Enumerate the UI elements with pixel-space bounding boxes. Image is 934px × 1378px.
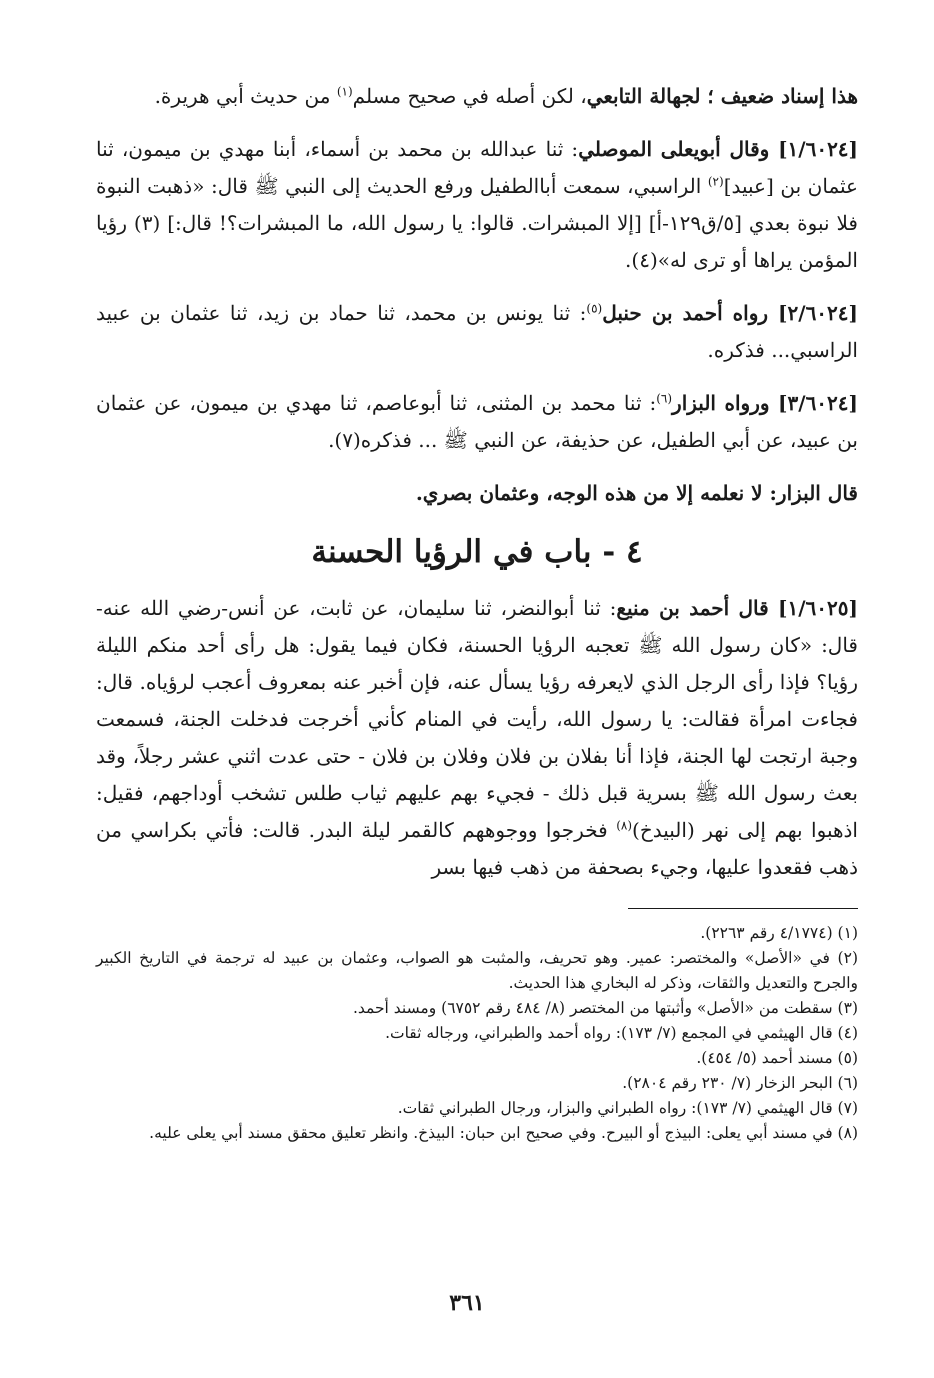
- paragraph-main-footnote-ref: (٨): [616, 818, 633, 833]
- paragraph-4-footnote-ref: (٦): [656, 391, 673, 406]
- paragraph-1-bold: هذا إسناد ضعيف ؛ لجهالة التابعي: [586, 84, 858, 108]
- paragraph-4-tail: : ثنا محمد بن المثنى، ثنا أبوعاصم، ثنا مهدي بن ميمون، عن عثمان بن عبيد، عن أبي الطفيل، عن حذيفة، عن النبي ﷺ ... فذكره(٧).: [96, 391, 858, 452]
- footnote-divider: [628, 908, 858, 909]
- footnote-4: (٤) قال الهيثمي في المجمع (٧/ ١٧٣): رواه أحمد والطبراني، ورجاله ثقات.: [385, 1024, 858, 1042]
- paragraph-5: [96, 475, 858, 512]
- footnotes: [96, 921, 858, 1146]
- paragraph-3-footnote-ref: (٥): [586, 301, 603, 316]
- paragraph-1-tail: من حديث أبي هريرة.: [154, 84, 337, 108]
- footnote-7: (٧) قال الهيثمي (٧/ ١٧٣): رواه الطبراني والبزار، ورجال الطبراني ثقات.: [397, 1099, 858, 1117]
- footnote-2: (٢) في «الأصل» والمختصر: عمير. وهو تحريف، والمثبت هو الصواب، وعثمان بن عبيد له ترجمة في التاريخ الكبير والجرح والتعديل والثقات، وذكر له البخاري هذا الحديث.: [96, 949, 858, 992]
- paragraph-3-tail: : ثنا يونس بن محمد، ثنا حماد بن زيد، ثنا عثمان بن عبيد الراسبي... فذكره.: [96, 301, 858, 362]
- paragraph-2-text: : ثنا عبدالله بن محمد بن أسماء، أبنا مهدي بن ميمون، ثنا عثمان بن [عبيد]: [96, 137, 858, 198]
- paragraph-main-text: : ثنا أبوالنضر، ثنا سليمان، عن ثابت، عن أنس-رضي الله عنه-قال: «كان رسول الله ﷺ تعجبه الرؤيا الحسنة، فكان فيما يقول: هل رأى أحد منكم الليلة رؤيا؟ فإذا رأى الرجل الذي لايعرفه رؤيا يسأل عنه، فإن أخبر عنه بمعروف أعجب لرؤياه. قال: فجاءت امرأة فقالت: يا رسول الله، رأيت في المنام كأني أخرجت فدخلت الجنة، فسمعت وجبة ارتجت لها الجنة، فإذا أنا بفلان بن فلان وفلان بن فلان - حتى عدت اثني عشر رجلاً، وقد بعث رسول الله ﷺ بسرية قبل ذلك - فجيء بهم عليهم ثياب طلس تشخب أوداجهم، فقيل: اذهبوا بهم إلى نهر (البيدخ): [96, 596, 858, 842]
- paragraph-main-tail: فخرجوا ووجوههم كالقمر ليلة البدر. قالت: فأتي بكراسي من ذهب فقعدوا عليها، وجيء بصحفة من ذهب فيها بسر: [96, 818, 858, 879]
- paragraph-4-bold: ورواه البزار: [672, 391, 779, 415]
- paragraph-2-footnote-ref: (٢): [707, 174, 724, 189]
- page-number: ٣٦١: [449, 1290, 485, 1316]
- paragraph-2-tail: الراسبي، سمعت أباالطفيل ورفع الحديث إلى النبي ﷺ قال: «ذهبت النبوة فلا نبوة بعدي [٥/ق١٢٩-أ] [إلا المبشرات. قالوا: يا رسول الله، ما المبشرات؟! قال:] (٣) رؤيا المؤمن يراها أو ترى له»(٤).: [96, 174, 858, 272]
- footnote-3: (٣) سقطت من «الأصل» وأثبتها من المختصر (٨/ ٤٨٤ رقم ٦٧٥٢) ومسند أحمد.: [352, 999, 858, 1017]
- paragraph-3: [96, 295, 858, 369]
- paragraph-1-text: ، لكن أصله في صحيح مسلم: [352, 84, 587, 108]
- page-body: [96, 78, 858, 1146]
- footnote-1: (١) (٤/١٧٧٤ رقم ٢٢٦٣).: [700, 924, 858, 942]
- footnote-6: (٦) البحر الزخار (٧/ ٢٣٠ رقم ٢٨٠٤).: [622, 1074, 858, 1092]
- paragraph-2-num: [١/٦٠٢٤]: [778, 137, 859, 161]
- paragraph-main-bold: قال أحمد بن منيع: [616, 596, 779, 620]
- paragraph-5-bold: قال البزار: لا نعلمه إلا من هذه الوجه، وعثمان بصري.: [415, 481, 858, 505]
- paragraph-4: [96, 385, 858, 459]
- paragraph-4-num: [٣/٦٠٢٤]: [778, 391, 858, 415]
- paragraph-2-bold: وقال أبويعلى الموصلي: [578, 137, 779, 161]
- chapter-heading: ٤ - باب في الرؤيا الحسنة: [311, 534, 643, 570]
- paragraph-main: [96, 590, 858, 886]
- paragraph-1: [96, 78, 858, 115]
- footnote-5: (٥) مسند أحمد (٥/ ٤٥٤).: [696, 1049, 858, 1067]
- paragraph-2: [96, 131, 858, 279]
- paragraph-main-num: [١/٦٠٢٥]: [778, 596, 858, 620]
- paragraph-3-num: [٢/٦٠٢٤]: [778, 301, 858, 325]
- paragraph-1-footnote-ref: (١): [336, 84, 353, 99]
- footnote-8: (٨) في مسند أبي يعلى: البيذج أو البيرح. وفي صحيح ابن حبان: البيذخ. وانظر تعليق محقق مسند أبي يعلى عليه.: [149, 1124, 858, 1142]
- paragraph-3-bold: رواه أحمد بن حنبل: [602, 301, 779, 325]
